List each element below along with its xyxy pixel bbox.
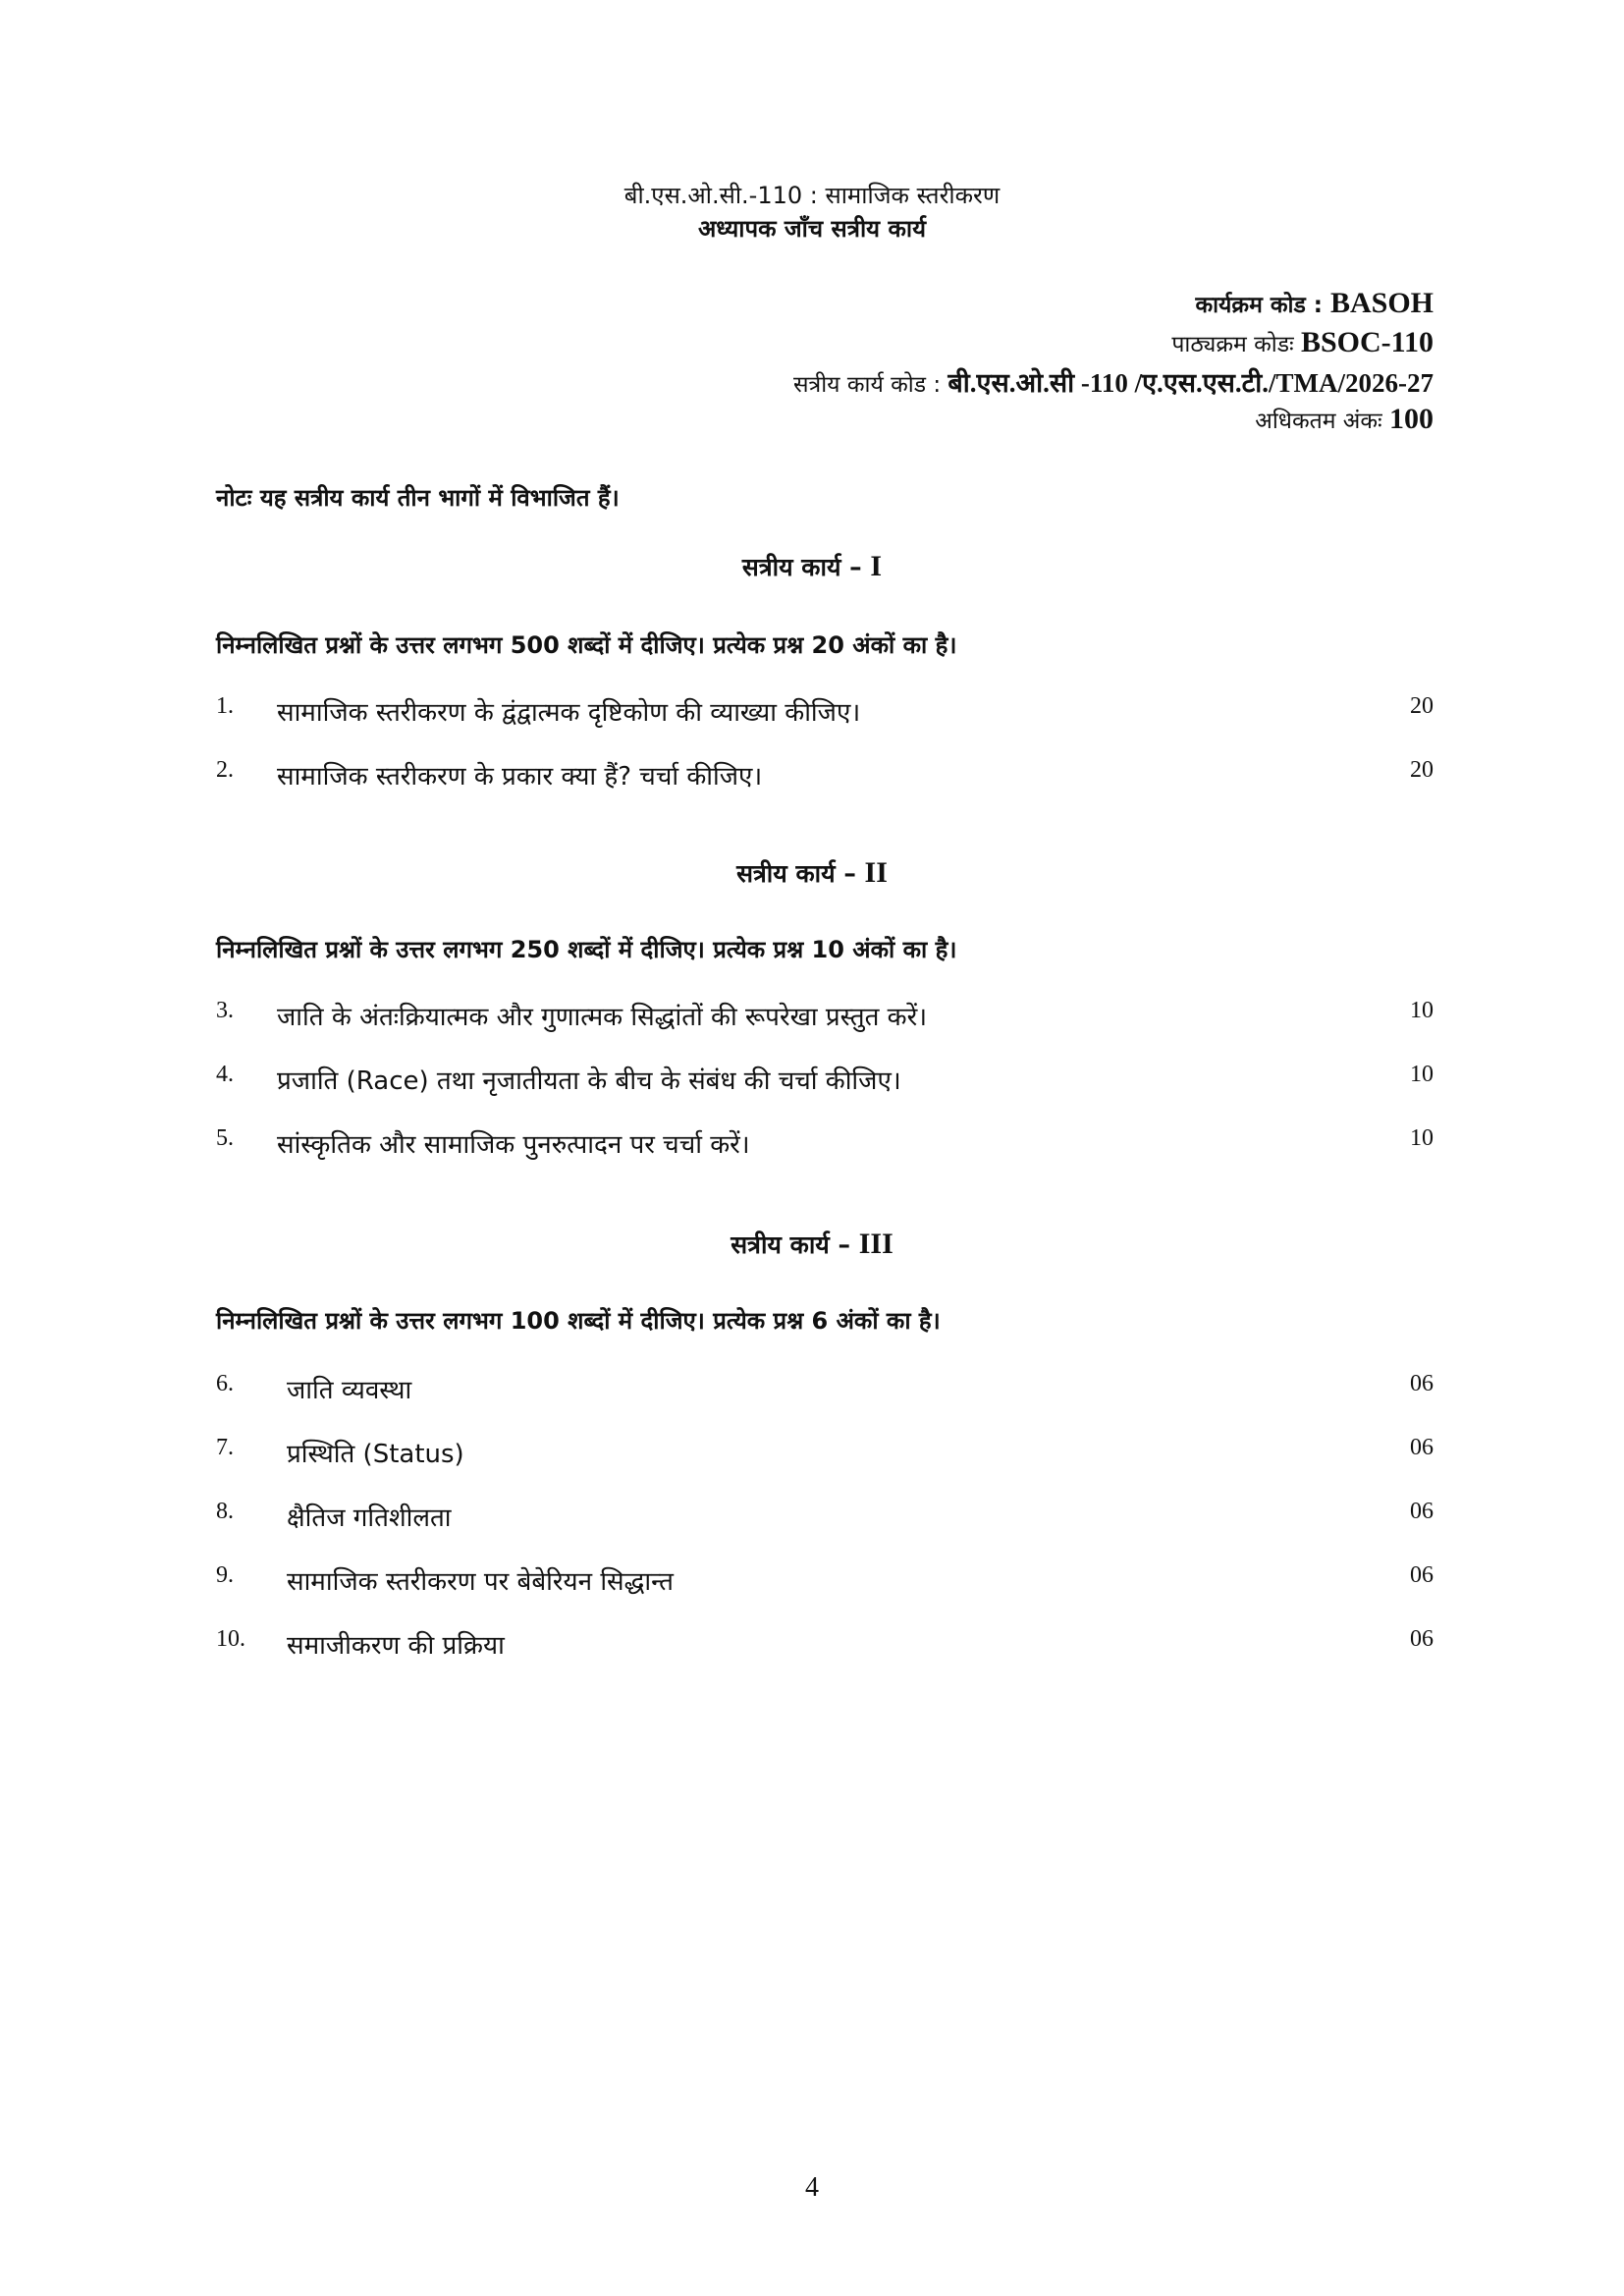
question-item bbox=[216, 1371, 1434, 1414]
section-instruction-2: निम्नलिखित प्रश्नों के उत्तर लगभग 250 शब्दों में दीजिए। प्रत्येक प्रश्न 10 अंकों का है। bbox=[216, 936, 957, 963]
question-text: प्रजाति (Race) तथा नृजातीयता के बीच के संबंध की चर्चा कीजिए। bbox=[277, 1066, 901, 1096]
course-code-label: पाठ्यक्रम कोडः bbox=[1171, 332, 1301, 357]
page-number: 4 bbox=[805, 2172, 819, 2203]
programme-code-label: कार्यक्रम कोड : bbox=[1195, 293, 1330, 318]
max-marks bbox=[1255, 403, 1434, 436]
question-number: 5. bbox=[216, 1125, 234, 1151]
question-number: 9. bbox=[216, 1562, 234, 1588]
course-code-value: BSOC-110 bbox=[1300, 326, 1434, 358]
section-instruction-1: निम्नलिखित प्रश्नों के उत्तर लगभग 500 शब्दों में दीजिए। प्रत्येक प्रश्न 20 अंकों का है। bbox=[216, 631, 957, 659]
question-marks: 06 bbox=[1410, 1371, 1434, 1396]
question-text: क्षैतिज गतिशीलता bbox=[287, 1503, 452, 1533]
question-marks: 10 bbox=[1410, 1062, 1434, 1087]
section-instruction-3: निम्नलिखित प्रश्नों के उत्तर लगभग 100 शब्दों में दीजिए। प्रत्येक प्रश्न 6 अंकों का है। bbox=[216, 1307, 941, 1335]
section-heading-3 bbox=[0, 1228, 1624, 1261]
question-number: 6. bbox=[216, 1371, 234, 1396]
question-text: जाति के अंतःक्रियात्मक और गुणात्मक सिद्धांतों की रूपरेखा प्रस्तुत करें। bbox=[277, 1003, 928, 1032]
question-marks: 20 bbox=[1410, 693, 1434, 719]
question-marks: 06 bbox=[1410, 1435, 1434, 1460]
question-item bbox=[216, 1499, 1434, 1542]
question-item bbox=[216, 1125, 1434, 1169]
section-heading-2 bbox=[0, 856, 1624, 890]
document-title: बी.एस.ओ.सी.-110 : सामाजिक स्तरीकरण bbox=[623, 182, 1001, 209]
course-code bbox=[1171, 326, 1434, 359]
question-text: जाति व्यवस्था bbox=[287, 1376, 412, 1405]
programme-code-value: BASOH bbox=[1329, 287, 1434, 319]
question-item bbox=[216, 1626, 1434, 1669]
question-marks: 20 bbox=[1410, 757, 1434, 783]
question-number: 10. bbox=[216, 1626, 245, 1652]
section-heading-numeral: II bbox=[864, 856, 888, 889]
question-text: सामाजिक स्तरीकरण के द्वंद्वात्मक दृष्टिकोण की व्याख्या कीजिए। bbox=[277, 698, 861, 728]
section-heading-label: सत्रीय कार्य – bbox=[731, 1230, 859, 1259]
question-item bbox=[216, 1435, 1434, 1478]
question-number: 1. bbox=[216, 693, 234, 719]
question-item bbox=[216, 998, 1434, 1041]
question-text: प्रस्थिति (Status) bbox=[287, 1440, 464, 1469]
assignment-code-label: सत्रीय कार्य कोड : bbox=[792, 372, 948, 398]
question-item bbox=[216, 1562, 1434, 1606]
question-marks: 10 bbox=[1410, 1125, 1434, 1151]
question-text: समाजीकरण की प्रक्रिया bbox=[287, 1631, 505, 1661]
question-number: 8. bbox=[216, 1499, 234, 1524]
section-heading-label: सत्रीय कार्य – bbox=[741, 553, 871, 581]
question-number: 4. bbox=[216, 1062, 234, 1087]
question-text: सामाजिक स्तरीकरण पर बेबेरियन सिद्धान्त bbox=[287, 1567, 674, 1597]
section-heading-numeral: I bbox=[870, 550, 883, 582]
question-item bbox=[216, 693, 1434, 737]
question-item bbox=[216, 1062, 1434, 1105]
question-number: 7. bbox=[216, 1435, 234, 1460]
question-item bbox=[216, 757, 1434, 800]
assignment-note: नोटः यह सत्रीय कार्य तीन भागों में विभाजित हैं। bbox=[216, 484, 620, 512]
section-heading-label: सत्रीय कार्य – bbox=[736, 859, 865, 888]
question-text: सांस्कृतिक और सामाजिक पुनरुत्पादन पर चर्चा करें। bbox=[277, 1130, 750, 1160]
question-marks: 06 bbox=[1410, 1499, 1434, 1524]
section-heading-numeral: III bbox=[858, 1228, 893, 1260]
question-marks: 06 bbox=[1410, 1562, 1434, 1588]
question-marks: 10 bbox=[1410, 998, 1434, 1023]
max-marks-value: 100 bbox=[1389, 403, 1434, 435]
assignment-code bbox=[793, 363, 1434, 400]
assignment-code-value: बी.एस.ओ.सी -110 /ए.एस.एस.टी./TMA/2026-27 bbox=[947, 368, 1434, 398]
question-number: 2. bbox=[216, 757, 234, 783]
document-subtitle: अध्यापक जाँच सत्रीय कार्य bbox=[697, 215, 927, 243]
question-text: सामाजिक स्तरीकरण के प्रकार क्या हैं? चर्चा कीजिए। bbox=[277, 762, 763, 792]
programme-code bbox=[1195, 287, 1434, 320]
max-marks-label: अधिकतम अंकः bbox=[1255, 409, 1389, 434]
question-marks: 06 bbox=[1410, 1626, 1434, 1652]
section-heading-1 bbox=[0, 550, 1624, 583]
question-number: 3. bbox=[216, 998, 234, 1023]
